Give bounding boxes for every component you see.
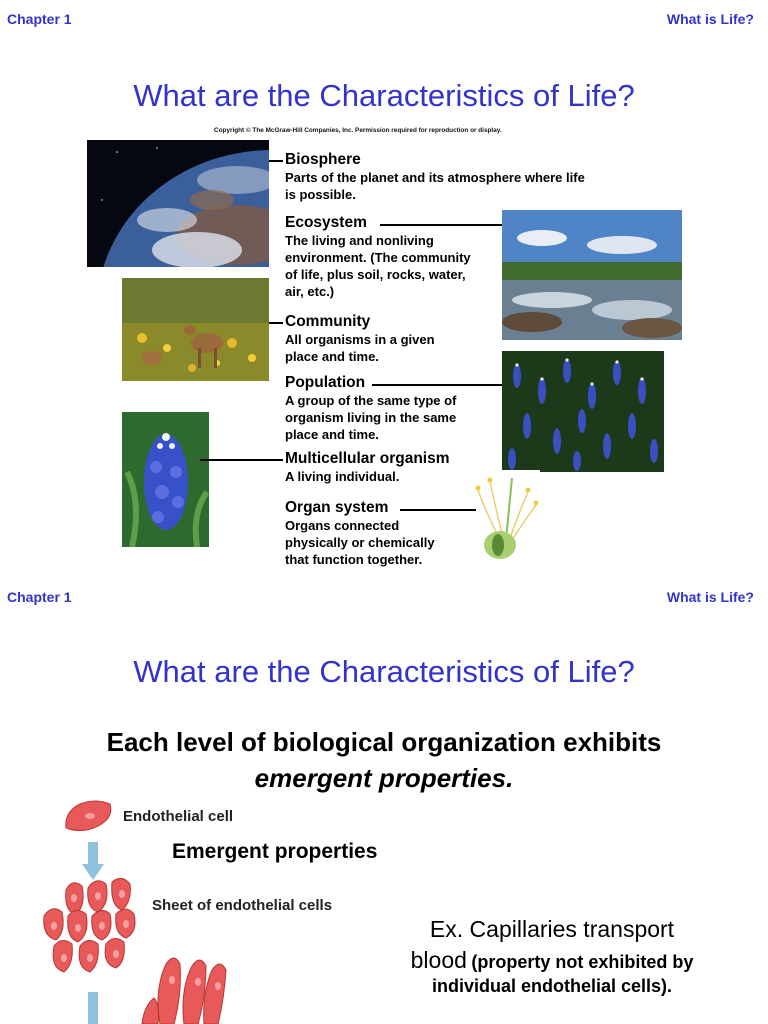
topic-label: What is Life?: [666, 11, 754, 27]
chapter-label: Chapter 1: [7, 589, 72, 605]
level-community: Community All organisms in a given place and time.: [285, 313, 435, 364]
emergent-properties-label: Emergent properties: [172, 840, 378, 863]
capillary-cells-icon: [140, 950, 230, 1024]
heading-line-1: Each level of biological organization exhibits: [106, 727, 662, 757]
level-ecosystem: Ecosystem The living and nonliving environment. (The community of life, plus soil, rocks, water, air, etc.): [285, 214, 471, 299]
level-population: Population A group of the same type of organism living in the same place and time.: [285, 374, 457, 442]
arrow-down-icon: [82, 842, 104, 880]
topic-label: What is Life?: [666, 589, 754, 605]
level-multicellular-organism: Multicellular organism A living individual.: [285, 450, 450, 484]
bluebonnet-flower-photo: [122, 412, 209, 547]
arrow-down-icon: [82, 992, 104, 1024]
example-line-1: Ex. Capillaries transport: [429, 916, 675, 942]
slide-title: What are the Characteristics of Life?: [133, 654, 635, 689]
level-organ-system: Organ system Organs connected physically or chemically that function together.: [285, 499, 435, 567]
flower-organs-drawing: [470, 470, 540, 565]
cell-sheet-label: Sheet of endothelial cells: [152, 897, 333, 914]
deer-meadow-photo: [122, 278, 269, 381]
emergent-heading: [0, 724, 768, 796]
endothelial-cell-icon: [62, 798, 114, 834]
chapter-label: Chapter 1: [7, 11, 72, 27]
example-line-3: individual endothelial cells).: [431, 976, 673, 996]
capillary-example: [372, 914, 732, 997]
slide-2: [0, 578, 768, 1024]
stream-landscape-photo: [502, 210, 682, 340]
example-line-2: blood (property not exhibited by: [410, 947, 694, 973]
connector-biosphere: [269, 160, 283, 162]
slide-title: What are the Characteristics of Life?: [133, 78, 635, 113]
connector-multicellular: [200, 459, 283, 461]
earth-photo: [87, 140, 269, 267]
endothelial-cell-label: Endothelial cell: [123, 808, 234, 825]
heading-line-2: emergent properties.: [254, 763, 514, 793]
connector-community: [269, 322, 283, 324]
bluebonnet-field-photo: [502, 351, 664, 472]
copyright-notice: Copyright © The McGraw-Hill Companies, Inc. Permission required for reproduction or display.: [214, 127, 502, 134]
cell-sheet-icon: [36, 876, 144, 980]
level-biosphere: Biosphere Parts of the planet and its atmosphere where life is possible.: [285, 151, 585, 202]
